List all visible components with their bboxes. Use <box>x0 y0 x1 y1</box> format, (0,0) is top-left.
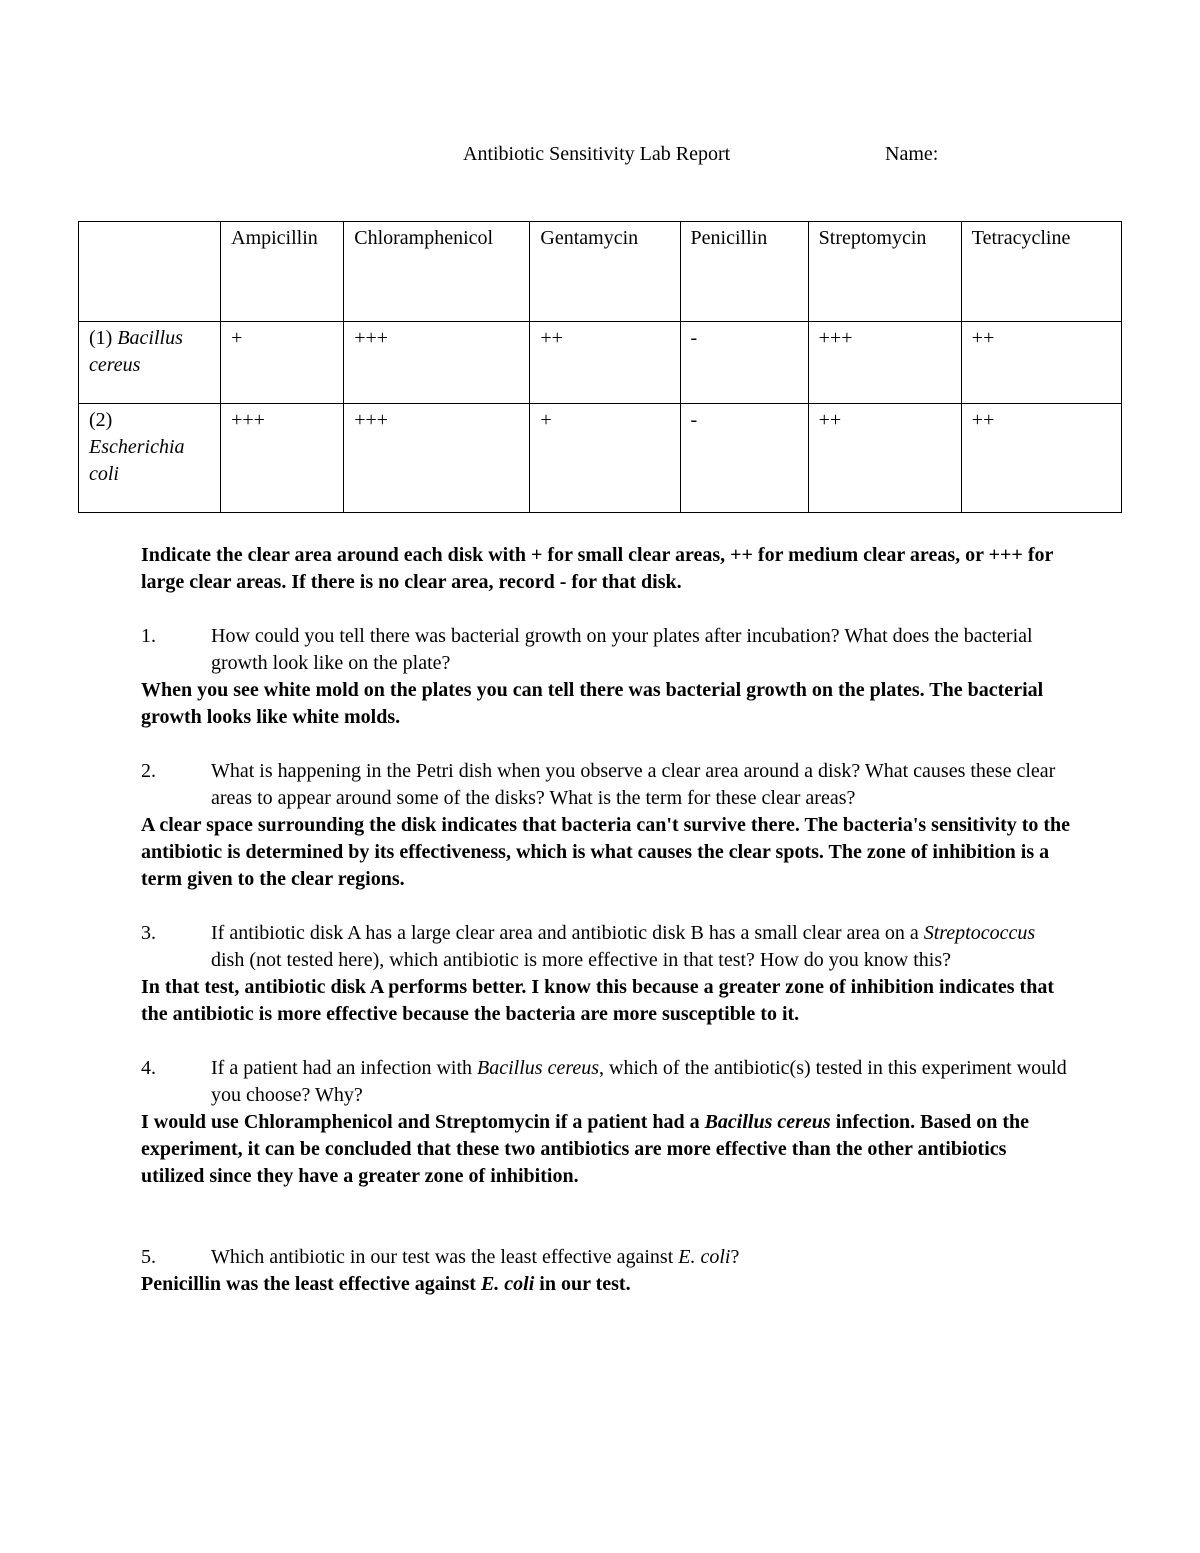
question-text: Which antibiotic in our test was the least effective against E. coli? <box>211 1246 740 1268</box>
table-header-row <box>79 222 1122 322</box>
column-header: Chloramphenicol <box>344 222 530 322</box>
answer-5: Penicillin was the least effective against E. coli in our test. <box>141 1273 631 1295</box>
table-row <box>79 322 1122 404</box>
report-header <box>463 143 939 166</box>
name-label: Name: <box>885 143 939 165</box>
table-corner-cell <box>79 222 221 322</box>
result-cell: +++ <box>344 322 530 404</box>
question-text: What is happening in the Petri dish when you observe a clear area around a disk? What causes these clear areas to appear around some of the disks? What is the term for these clear areas? <box>211 760 1056 809</box>
answer-4: I would use Chloramphenicol and Streptomycin if a patient had a Bacillus cereus infection. Based on the experiment, it can be concluded that these two antibiotics are more effective than the other antibiotics utilized since they have a greater zone of inhibition. <box>141 1111 1030 1187</box>
question-number: 2. <box>141 760 156 782</box>
question-3 <box>141 920 1071 974</box>
result-cell: ++ <box>808 404 961 513</box>
instructions: Indicate the clear area around each disk with + for small clear areas, ++ for medium clear areas, or +++ for large clear areas. If there is no clear area, record - for that disk. <box>141 544 1053 593</box>
column-header: Penicillin <box>680 222 808 322</box>
result-cell: - <box>680 322 808 404</box>
table-row <box>79 404 1122 513</box>
organism-cell: (2) Escherichia coli <box>79 404 221 513</box>
question-number: 3. <box>141 922 156 944</box>
answer-2: A clear space surrounding the disk indicates that bacteria can't survive there. The bacteria's sensitivity to the antibiotic is determined by its effectiveness, which is what causes the clear spots. The zone of inhibition is a term given to the clear regions. <box>141 814 1071 890</box>
question-2 <box>141 758 1071 812</box>
question-number: 5. <box>141 1246 156 1268</box>
answer-1: When you see white mold on the plates you can tell there was bacterial growth on the plates. The bacterial growth looks like white molds. <box>141 679 1044 728</box>
question-5 <box>141 1244 1071 1271</box>
spacer <box>141 1217 1071 1244</box>
results-table <box>78 221 1122 513</box>
column-header: Streptomycin <box>808 222 961 322</box>
result-cell: +++ <box>808 322 961 404</box>
result-cell: - <box>680 404 808 513</box>
organism-name: Bacillus cereus <box>89 327 183 376</box>
organism-name: Escherichia coli <box>89 436 185 485</box>
result-cell: + <box>221 322 344 404</box>
result-cell: + <box>530 404 680 513</box>
column-header: Gentamycin <box>530 222 680 322</box>
answer-3: In that test, antibiotic disk A performs better. I know this because a greater zone of inhibition indicates that the antibiotic is more effective because the bacteria are more susceptible to it. <box>141 976 1054 1025</box>
page-title: Antibiotic Sensitivity Lab Report <box>463 143 731 165</box>
column-header: Ampicillin <box>221 222 344 322</box>
column-header: Tetracycline <box>961 222 1121 322</box>
result-cell: ++ <box>961 404 1121 513</box>
questions-section <box>141 542 1071 1325</box>
organism-cell: (1) Bacillus cereus <box>79 322 221 404</box>
result-cell: ++ <box>961 322 1121 404</box>
result-cell: ++ <box>530 322 680 404</box>
question-number: 1. <box>141 625 156 647</box>
question-1 <box>141 623 1071 677</box>
question-number: 4. <box>141 1057 156 1079</box>
question-text: If antibiotic disk A has a large clear area and antibiotic disk B has a small clear area on a Streptococcus dish (not tested here), which antibiotic is more effective in that test? How do you know this? <box>211 922 1036 971</box>
result-cell: +++ <box>344 404 530 513</box>
question-text: How could you tell there was bacterial growth on your plates after incubation? What does the bacterial growth look like on the plate? <box>211 625 1033 674</box>
result-cell: +++ <box>221 404 344 513</box>
question-4 <box>141 1055 1071 1109</box>
question-text: If a patient had an infection with Bacillus cereus, which of the antibiotic(s) tested in this experiment would you choose? Why? <box>211 1057 1067 1106</box>
